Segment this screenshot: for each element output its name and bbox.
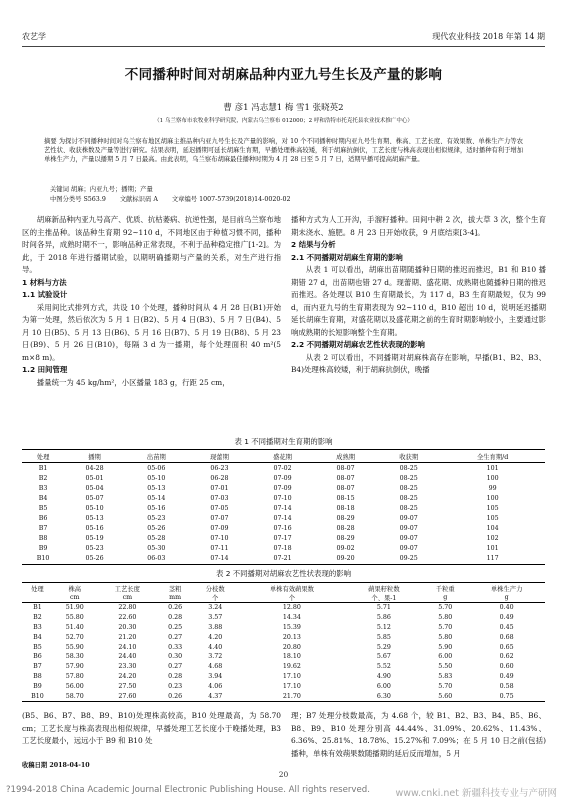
table-cell: 5.29	[376, 643, 391, 651]
column-header: 处理	[22, 450, 64, 463]
table-cell: 0.27	[168, 663, 183, 671]
table-row	[22, 463, 545, 474]
table-cell: 08-18	[336, 504, 355, 512]
table-cell: B3	[33, 623, 42, 631]
table-cell: 5.71	[376, 604, 391, 612]
table-cell: 08-25	[399, 464, 418, 472]
table-row	[22, 672, 545, 682]
table-cell: 07-07	[210, 515, 229, 523]
table-cell: 14.34	[282, 614, 301, 622]
table-cell: 20.13	[282, 633, 301, 641]
table-cell: 0.30	[168, 653, 183, 661]
table-cell: 08-29	[336, 535, 355, 543]
affiliation: （1 乌兰察布市农牧业科学研究院，内蒙古乌兰察布 012000；2 呼和浩特市托克托县农业技术推广中心）	[154, 118, 413, 124]
table-cell: 19.62	[282, 663, 301, 671]
table-cell: 05-23	[147, 515, 166, 523]
table-cell: B9	[33, 682, 42, 690]
table-cell: 22.60	[118, 614, 137, 622]
table-cell: 20.80	[282, 643, 301, 651]
table-row	[22, 681, 545, 691]
table-cell: 5.70	[438, 623, 453, 631]
table-row	[22, 473, 545, 483]
table-cell: B1	[38, 464, 48, 472]
table-cell: 58.70	[65, 692, 84, 700]
table-cell: 117	[486, 555, 499, 563]
table-row	[22, 513, 545, 523]
column-unit: mm	[158, 593, 192, 603]
table-row	[22, 613, 545, 623]
table-row	[22, 554, 545, 565]
copyright-footer: ?1994-2018 China Academic Journal Electronic Publishing House. All rights reserved.	[6, 785, 370, 795]
column-header: 单株有效蒴果数	[269, 585, 314, 593]
table-cell: 09-25	[399, 555, 418, 563]
paragraph: 播量统一为 45 kg/hm²，小区播量 183 g，行距 25 cm，	[36, 377, 230, 387]
table-cell: B10	[31, 692, 44, 700]
table-cell: 3.94	[208, 672, 223, 680]
table2-header-row	[22, 583, 545, 594]
table-cell: 08-15	[336, 494, 355, 502]
table-cell: 08-25	[399, 484, 418, 492]
paragraph: 采用间比式排列方式，共设 10 个处理，播种时间从 4 月 28 日(B1)开始为第一处理，然后依次为 5 月 1 日(B2)、5 月 4 日(B3)、5 月 7 日(B4)、5 月 10 日(B5)、5 月 13 日(B6)、5 月 16 日(B7)、5 月 19 日(B8)、5 月 23 日(B9)、5 月 26 日(B10)，每隔 3 d 为一播期，每个处理面积 40 m²(5 m×8 m)。	[22, 302, 281, 362]
column-header: 成熟期	[314, 450, 377, 463]
running-header-journal: 现代农业科技 2018 年第 14 期	[432, 32, 545, 41]
paragraph: (B5、B6、B7、B8、B9、B10)处理株高较高，B10 处理最高，为 58.70 cm；工艺长度与株高表现出相似规律，早播处理工艺长度小于晚播处理，B3 工艺长度最小，远远小于 B9 和 B10 处	[22, 711, 281, 745]
table-cell: 05-16	[85, 525, 104, 533]
table-cell: 52.70	[65, 633, 84, 641]
table-cell: 05-14	[147, 494, 166, 502]
table-row	[22, 503, 545, 513]
table-cell: 0.23	[168, 682, 183, 690]
table-cell: 5.80	[438, 633, 453, 641]
table-row	[22, 483, 545, 493]
table-cell: 21.20	[118, 633, 137, 641]
column-header: 收获期	[377, 450, 440, 463]
classification-line	[50, 194, 291, 203]
table-cell: 5.60	[438, 692, 453, 700]
table-cell: 5.50	[438, 663, 453, 671]
table-cell: 05-06	[147, 464, 166, 472]
table-cell: 0.40	[499, 604, 514, 612]
table-cell: 3.57	[208, 614, 223, 622]
table-cell: 05-07	[85, 494, 104, 502]
table-cell: 0.28	[168, 672, 183, 680]
table-cell: 07-10	[210, 535, 229, 543]
table-cell: 15.39	[282, 623, 301, 631]
table-cell: B2	[33, 614, 42, 622]
section-heading: 2.1 不同播期对胡麻生育期的影响	[291, 252, 403, 262]
table-cell: 0.75	[499, 692, 514, 700]
table-row	[22, 603, 545, 613]
column-header: 出苗期	[125, 450, 188, 463]
table-cell: B10	[36, 555, 50, 563]
table-cell: 07-14	[210, 555, 229, 563]
table-cell: 102	[486, 535, 499, 543]
table-cell: 04-28	[85, 464, 104, 472]
table-cell: 05-26	[147, 525, 166, 533]
table-cell: 20.30	[118, 623, 137, 631]
column-unit: g	[422, 593, 468, 603]
table-row	[22, 691, 545, 701]
table-cell: 17.10	[282, 682, 301, 690]
right-column	[291, 214, 546, 377]
table-cell: 0.68	[499, 633, 514, 641]
table-cell: 08-28	[336, 525, 355, 533]
column-unit: cm	[53, 593, 97, 603]
table-row	[22, 623, 545, 633]
table-cell: 0.25	[168, 623, 183, 631]
table-cell: 55.80	[65, 614, 84, 622]
table-cell: 6.00	[376, 682, 391, 690]
table-cell: 5.80	[438, 614, 453, 622]
table-cell: 06-03	[147, 555, 166, 563]
table-cell: B6	[33, 653, 42, 661]
table-row	[22, 632, 545, 642]
section-heading: 2.2 不同播期对胡麻农艺性状表现的影响	[291, 340, 425, 349]
table1	[22, 449, 545, 565]
continuation-text-right	[291, 710, 546, 760]
column-header: 盛花期	[251, 450, 314, 463]
table-cell: 07-14	[273, 504, 292, 512]
author-list: 曹 彦1 冯志慧1 梅 雪1 张晓英2	[223, 103, 344, 113]
table-cell: 5.67	[376, 653, 391, 661]
table-cell: 4.06	[208, 682, 223, 690]
column-header: 分枝数	[205, 585, 225, 593]
table-cell: B6	[38, 515, 48, 523]
table-cell: 05-16	[147, 504, 166, 512]
table-cell: 99	[488, 484, 497, 492]
table-cell: 08-07	[336, 474, 355, 482]
table-cell: 07-10	[273, 494, 292, 502]
column-header: 单株生产力	[490, 585, 523, 593]
table-cell: 0.33	[168, 643, 183, 651]
table-cell: 5.83	[438, 672, 453, 680]
table-cell: B7	[33, 663, 42, 671]
paragraph: 理；B7 处理分枝数最高，为 4.68 个，较 B1、B2、B3、B4、B5、B6、B8、B9、B10 处理分别高 44.44%、31.09%、20.62%、11.43%、6.36%、25.81%、18.78%、15.27%和 7.09%；在 5 月 10 日之前(包括)播种，单株有效蒴果数随播期的延后反而增加，5 月	[291, 711, 546, 758]
table-cell: 4.90	[376, 672, 391, 680]
table-cell: 0.65	[499, 643, 514, 651]
table-cell: 104	[486, 525, 499, 533]
table-cell: B2	[38, 474, 48, 482]
table-row	[22, 544, 545, 554]
column-header: 工艺长度	[114, 585, 140, 593]
table-row	[22, 652, 545, 662]
table-cell: 05-04	[85, 484, 104, 492]
table-cell: 22.80	[118, 604, 137, 612]
column-unit: 个	[192, 593, 238, 603]
table-cell: B1	[33, 604, 42, 612]
table-cell: 0.26	[168, 604, 183, 612]
table1-header-row	[22, 450, 545, 463]
table-cell: 09-20	[336, 555, 355, 563]
table-cell: 12.80	[282, 604, 301, 612]
section-heading: 1 材料与方法	[22, 277, 67, 287]
table-cell: 07-11	[210, 545, 229, 553]
table2-units-row	[22, 593, 545, 603]
column-header: 株高	[68, 585, 82, 593]
table-cell: 0.27	[168, 633, 183, 641]
article-number: 文章编号 1007-5739(2018)14-0020-02	[171, 196, 291, 203]
table-cell: 5.86	[376, 614, 391, 622]
column-header: 播期	[64, 450, 125, 463]
table-cell: 0.28	[168, 614, 183, 622]
clc-number: 中图分类号 S563.9	[50, 196, 106, 203]
table-cell: 23.30	[118, 663, 137, 671]
table-cell: 0.45	[499, 623, 514, 631]
table-cell: 0.49	[499, 614, 514, 622]
table-cell: 3.72	[208, 653, 223, 661]
abstract: 摘要 为探讨不同播种时间对乌兰察布地区胡麻主推品种内亚九号生长及产量的影响，对 10 个不同播种时期内亚九号生育期、株高、工艺长度、有效果数、单株生产力等农艺性状、收获株数及产量等进行研究。结果表明，延迟播期可延长胡麻生育期，早播处理株高较矮，利于胡麻抗倒伏，工艺长度与株高表现出相似规律，适时播种有利于增加单株生产力，产量以播期 5 月 7 日最高。由此表明，乌兰察布胡麻最佳播种时期为 4 月 28 日至 5 月 7 日，适期早播可提高胡麻产量。	[44, 138, 523, 164]
column-header: 蒴果籽粒数	[368, 585, 400, 593]
table-cell: 05-10	[147, 474, 166, 482]
table-cell: 100	[486, 474, 499, 482]
watermark: www.cnki.net 新疆科技专业与产研网	[395, 788, 557, 799]
table-cell: 08-25	[399, 494, 418, 502]
table-cell: 55.90	[65, 643, 84, 651]
table-cell: 07-09	[273, 474, 292, 482]
table-cell: B4	[38, 494, 48, 502]
table-cell: 57.90	[65, 663, 84, 671]
column-header: 茎粗	[168, 585, 182, 593]
table-cell: 07-09	[273, 484, 292, 492]
table-cell: 09-02	[336, 545, 355, 553]
table-cell: 18.10	[282, 653, 301, 661]
table-cell: 08-07	[336, 484, 355, 492]
table-cell: 17.10	[282, 672, 301, 680]
table-cell: 07-03	[210, 494, 229, 502]
table-cell: 51.40	[65, 623, 84, 631]
table-cell: 5.70	[438, 682, 453, 690]
table-cell: 09-07	[399, 535, 418, 543]
table-cell: 51.90	[65, 604, 84, 612]
table-cell: 05-28	[147, 535, 166, 543]
table-cell: 24.20	[118, 672, 137, 680]
column-header: 全生育期/d	[440, 450, 545, 463]
document-code: 文献标识码 A	[119, 196, 158, 203]
table-cell: 05-26	[85, 555, 104, 563]
column-header: 千粒重	[435, 585, 455, 593]
paragraph: 播种方式为人工开沟，手溜籽播种。田间中耕 2 次，拔大草 3 次，整个生育期未浇水、施肥。8 月 23 日开始收获，9 月底结束[3-4]。	[291, 215, 546, 237]
table-cell: 07-16	[273, 525, 292, 533]
table-row	[22, 642, 545, 652]
table-cell: 101	[486, 464, 499, 472]
table-cell: 105	[486, 504, 499, 512]
table-cell: 58.30	[65, 653, 84, 661]
table-cell: B8	[38, 535, 48, 543]
table-cell: 05-13	[147, 484, 166, 492]
table-cell: 05-01	[85, 474, 104, 482]
table-cell: 09-07	[399, 525, 418, 533]
table-cell: 4.68	[208, 663, 223, 671]
table-cell: B5	[38, 504, 48, 512]
table-cell: B5	[33, 643, 42, 651]
table2-body	[22, 603, 545, 702]
table-cell: 07-18	[273, 545, 292, 553]
table-cell: 5.70	[438, 604, 453, 612]
table-cell: 5.85	[376, 633, 391, 641]
column-unit: 个	[238, 593, 345, 603]
table-cell: 4.37	[208, 692, 223, 700]
table2	[22, 582, 545, 702]
table-cell: 27.60	[118, 692, 137, 700]
table-cell: 5.12	[376, 623, 391, 631]
table-cell: 101	[486, 545, 499, 553]
section-heading: 2 结果与分析	[291, 240, 336, 249]
table-cell: 100	[486, 494, 499, 502]
table-cell: 08-07	[336, 464, 355, 472]
table-cell: 21.70	[282, 692, 301, 700]
table-cell: B4	[33, 633, 42, 641]
table-cell: 0.58	[499, 682, 514, 690]
table-cell: 0.26	[168, 692, 183, 700]
paragraph: 胡麻新品种内亚九号高产、优质、抗枯萎病、抗逆性强，是目前乌兰察布地区的主推品种。该品种生育期 92~110 d，不同地区由于种植习惯不同，播种时间各异，成熟时期不一，影响品种正常表现，不利于品种稳定推广[1-2]。为此，于 2018 年进行播期试验，以期明确播期与产量的关系，对生产进行指导。	[22, 215, 281, 274]
table-cell: 07-02	[273, 464, 292, 472]
table-cell: 24.40	[118, 653, 137, 661]
table1-caption: 表 1 不同播期对生育期的影响	[234, 437, 333, 446]
table-cell: 07-17	[273, 535, 292, 543]
received-date: 收稿日期 2018-04-10	[22, 762, 90, 769]
table-cell: 07-14	[273, 515, 292, 523]
table-cell: 5.52	[376, 663, 391, 671]
table-cell: 0.49	[499, 672, 514, 680]
column-unit: 个、果-1	[346, 593, 423, 603]
column-header: 现蕾期	[188, 450, 251, 463]
table-cell: 05-13	[85, 515, 104, 523]
table-cell: 4.40	[208, 643, 223, 651]
running-header-section: 农艺学	[22, 32, 46, 41]
table-cell: 08-29	[336, 515, 355, 523]
table-cell: 6.30	[376, 692, 391, 700]
table-cell: 06-23	[210, 464, 229, 472]
table-cell: 5.90	[438, 643, 453, 651]
table-cell: B7	[38, 525, 48, 533]
table-cell: 06-28	[210, 474, 229, 482]
table-cell: 09-07	[399, 545, 418, 553]
table-cell: 05-19	[85, 535, 104, 543]
table-cell: B3	[38, 484, 48, 492]
left-column	[22, 214, 281, 389]
page-number: 20	[278, 770, 289, 779]
paragraph: 从表 1 可以看出，胡麻出苗期随播种日期的推迟而推迟，B1 和 B10 播期错 27 d，出苗期也错 27 d。现蕾期、盛花期、成熟期也随播种日期的推迟而推迟。各处理以 B10 生育期最长，为 117 d，B3 生育期最短，仅为 99 d，而内亚九号的生育期表现为 92~110 d，B10 超出 10 d，说明延迟播期延长胡麻生育期，对盛花期以及盛花期之前的生育时期影响较小，主要通过影响成熟期的长短影响整个生育期。	[291, 265, 546, 337]
section-heading: 1.1 试验设计	[22, 290, 68, 299]
table2-caption: 表 2 不同播期对胡麻农艺性状表现的影响	[215, 569, 352, 578]
column-unit: g	[468, 593, 545, 603]
table-cell: 0.60	[499, 663, 514, 671]
table-cell: 08-25	[399, 474, 418, 482]
table-cell: 05-10	[85, 504, 104, 512]
table-row	[22, 493, 545, 503]
table-cell: 24.10	[118, 643, 137, 651]
table-cell: 09-07	[399, 515, 418, 523]
table-cell: 4.20	[208, 633, 223, 641]
table-cell: 07-05	[210, 504, 229, 512]
column-header: 处理	[31, 585, 44, 593]
header-rule	[22, 46, 545, 47]
table-cell: 05-30	[147, 545, 166, 553]
table-cell: 27.50	[118, 682, 137, 690]
paragraph: 从表 2 可以看出，不同播期对胡麻株高存在影响，早播(B1、B2、B3、B4)处理株高较矮，利于胡麻抗倒伏，晚播	[291, 352, 546, 374]
table-cell: 08-25	[399, 504, 418, 512]
section-heading: 1.2 田间管理	[22, 365, 68, 374]
table-row	[22, 524, 545, 534]
table-cell: 07-01	[210, 484, 229, 492]
table-cell: 07-21	[273, 555, 292, 563]
column-unit: cm	[97, 593, 158, 603]
keywords: 关键词 胡麻；内亚九号；播期；产量	[50, 186, 153, 193]
table-cell: 57.80	[65, 672, 84, 680]
table-cell: 07-09	[210, 525, 229, 533]
table-cell: 6.00	[438, 653, 453, 661]
table1-body	[22, 463, 545, 565]
continuation-text-left	[22, 710, 281, 748]
table-cell: B8	[33, 672, 42, 680]
table-cell: 105	[486, 515, 499, 523]
article-title: 不同播种时间对胡麻品种内亚九号生长及产量的影响	[124, 67, 443, 83]
table-cell: 3.24	[208, 604, 223, 612]
table-cell: 3.88	[208, 623, 223, 631]
table-cell: 05-23	[85, 545, 104, 553]
table-row	[22, 534, 545, 544]
table-cell: B9	[38, 545, 48, 553]
column-unit	[22, 593, 53, 603]
table-cell: 0.62	[499, 653, 514, 661]
table-cell: 56.00	[65, 682, 84, 690]
table-row	[22, 662, 545, 672]
